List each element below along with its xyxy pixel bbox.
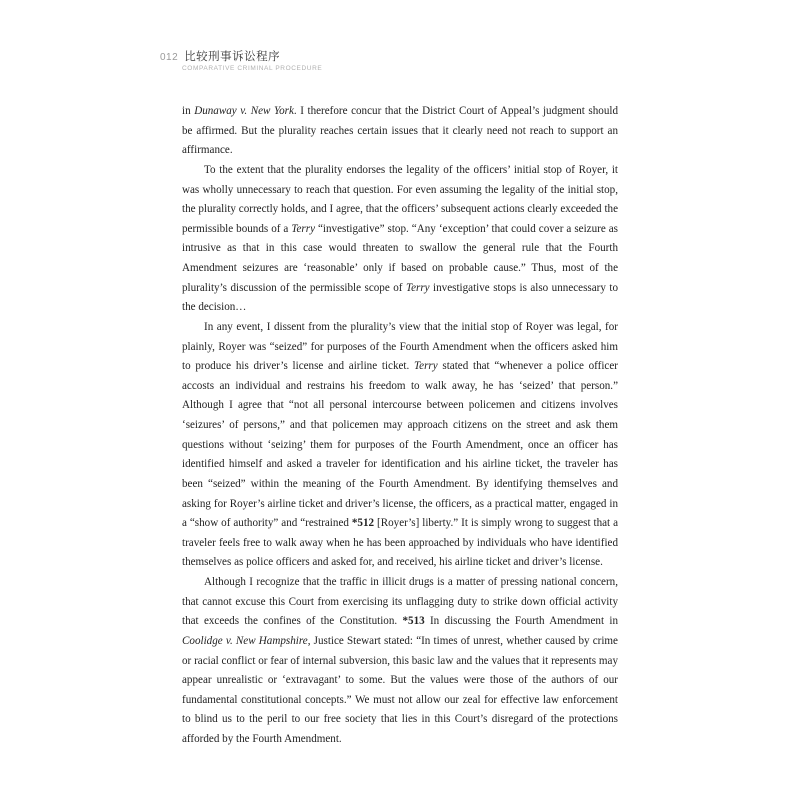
text-segment: investigative stops is also unnecessary to the decision…: [182, 281, 618, 314]
text-segment: . I therefore concur that the District Court of Appeal’s judgment should be affirmed. But the plurality reaches certain issues that it clearly need not reach to support an affirmance.: [182, 105, 618, 157]
paragraph: [182, 318, 618, 573]
case-name-italic: Coolidge v. New Hampshire: [182, 634, 308, 647]
running-header: [160, 48, 620, 72]
case-name-italic: Terry: [291, 222, 315, 235]
case-name-italic: Terry: [405, 281, 430, 294]
paragraph: [182, 573, 618, 750]
case-name-italic: Terry: [414, 360, 438, 373]
book-title: 比较刑事诉讼程序: [184, 49, 281, 63]
text-segment: In any event, I dissent from the plurality’s view that the initial stop of Royer was legal, for plainly, Royer was “seized” for purposes of the Fourth Amendment when the officers asked him to produce his driver’s license and airline ticket.: [182, 320, 618, 373]
paragraph: [182, 161, 618, 318]
text-segment: , Justice Stewart stated: “In times of unrest, whether caused by crime or racial conflict or fear of internal subversion, this basic law and the values that it represents may appear unrealistic or ‘extravagant’ to some. But the values were those of the authors of our fundamental constitutional concepts.” We must not allow our zeal for effective law enforcement to blind us to the peril to our free society that lies in this Court’s disregard of the protections afforded by the Fourth Amendment.: [182, 634, 618, 745]
body-text: [182, 102, 618, 750]
text-segment: in: [182, 105, 195, 117]
page-number: 012: [160, 52, 179, 63]
text-segment: stated that “whenever a police officer accosts an individual and restrains his freedom to walk away, he has ‘seized’ that person.” Although I agree that “not all personal intercourse between policemen and citizens involves ‘seizures’ of persons,” and that policemen may approach citizens on the street and ask them questions without ‘seizing’ them for purposes of the Fourth Amendment, once an officer has identified himself and asked a traveler for identification and his airline ticket, the traveler has been “seized” within the meaning of the Fourth Amendment. By identifying themselves and asking for Royer’s airline ticket and driver’s license, the officers, as a practical matter, engaged in a “show of authority” and “restrained: [182, 360, 618, 530]
page-marker-bold: *512: [351, 517, 375, 530]
header-row: [160, 48, 620, 64]
text-segment: In discussing the Fourth Amendment in: [424, 615, 618, 628]
text-segment: To the extent that the plurality endorses the legality of the officers’ initial stop of Royer, it was wholly unnecessary to reach that question. For even assuming the legality of the initial stop, the plurality correctly holds, and I agree, that the officers’ subsequent actions clearly exceeded the permissible bounds of a: [182, 163, 618, 235]
page-marker-bold: *513: [402, 615, 425, 628]
paragraph: [182, 102, 618, 161]
text-segment: [Royer’s] liberty.” It is simply wrong to suggest that a traveler feels free to walk away when he has been approached by individuals who have identified themselves as police officers and asked for, and received, his airline ticket and driver’s license.: [182, 517, 618, 569]
book-subtitle: COMPARATIVE CRIMINAL PROCEDURE: [182, 65, 323, 72]
case-name-italic: Dunaway v. New York: [194, 105, 294, 117]
text-segment: Although I recognize that the traffic in illicit drugs is a matter of pressing national concern, that cannot excuse this Court from exercising its unflagging duty to strike down official activity that exceeds the confines of the Constitution.: [182, 576, 618, 628]
text-segment: “investigative” stop. “Any ‘exception’ that could cover a seizure as intrusive as that in this case would threaten to swallow the general rule that the Fourth Amendment seizures are ‘reasonable’ only if based on probable cause.” Thus, most of the plurality’s discussion of the permissible scope of: [182, 222, 618, 294]
